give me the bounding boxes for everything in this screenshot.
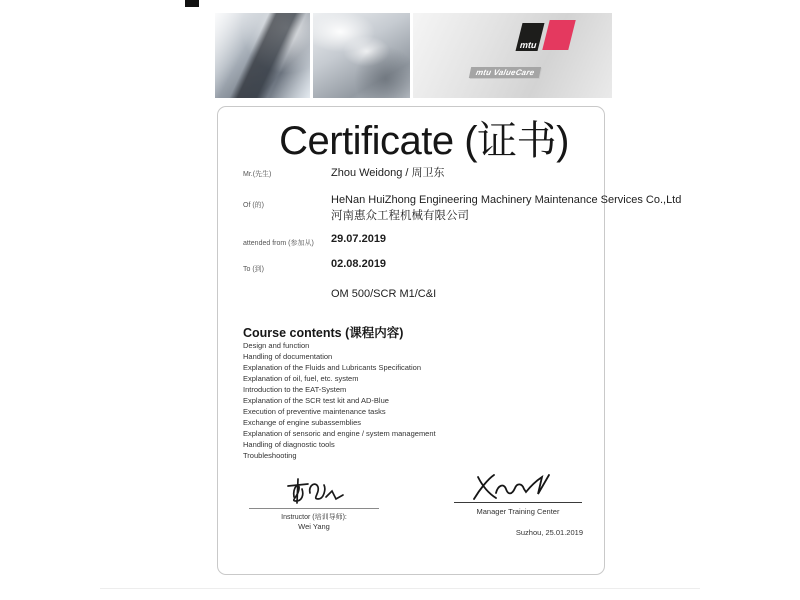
- attended-from-label: attended from (参加从): [243, 240, 314, 247]
- course-item: Design and function: [243, 341, 310, 350]
- machinery-photo-1: [215, 13, 310, 98]
- mtu-logo-text: mtu: [519, 40, 537, 50]
- course-code: OM 500/SCR M1/C&I: [331, 288, 437, 300]
- certificate-title: Certificate (证书): [279, 119, 569, 163]
- course-item: Exchange of engine subassemblies: [243, 418, 361, 427]
- course-item: Troubleshooting: [243, 451, 297, 460]
- course-contents-list: [243, 340, 436, 461]
- scan-artifact-line: [100, 588, 700, 589]
- to-value: 02.08.2019: [331, 258, 387, 270]
- mtu-logo: [519, 20, 572, 51]
- instructor-role: Instructor (培训导师):: [281, 514, 347, 521]
- instructor-signature: [280, 477, 350, 509]
- manager-signature: [468, 471, 558, 503]
- course-item: Explanation of sensoric and engine / system management: [243, 429, 436, 438]
- course-item: Execution of preventive maintenance tasks: [243, 407, 386, 416]
- instructor-signature-line: [249, 508, 379, 509]
- course-item: Handling of diagnostic tools: [243, 440, 335, 449]
- course-item: Introduction to the EAT-System: [243, 385, 347, 394]
- course-item: Explanation of the SCR test kit and AD-Blue: [243, 396, 389, 405]
- instructor-name: Wei Yang: [298, 522, 330, 531]
- attended-from-value: 29.07.2019: [331, 233, 387, 245]
- logo-panel: [413, 13, 612, 98]
- course-item: Explanation of oil, fuel, etc. system: [243, 374, 359, 383]
- course-item: Handling of documentation: [243, 352, 333, 361]
- to-label: To (到): [243, 266, 264, 273]
- manager-signature-line: [454, 502, 582, 503]
- mtu-valuecare-badge: mtu ValueCare: [469, 67, 542, 78]
- company-name-cn: 河南惠众工程机械有限公司: [331, 210, 469, 222]
- place-and-date: Suzhou, 25.01.2019: [515, 528, 583, 537]
- mtu-logo-black-shape: [516, 23, 545, 51]
- company-label: Of (的): [243, 202, 264, 209]
- header-banner: [215, 13, 612, 98]
- mtu-logo-red-shape: [542, 20, 575, 50]
- machinery-photo-2: [313, 13, 410, 98]
- certificate-body: [217, 106, 682, 575]
- course-item: Explanation of the Fluids and Lubricants Specification: [243, 363, 422, 372]
- recipient-value: Zhou Weidong / 周卫东: [331, 167, 445, 179]
- company-name-en: HeNan HuiZhong Engineering Machinery Maintenance Services Co.,Ltd: [331, 194, 682, 206]
- recipient-label: Mr.(先生): [243, 171, 272, 178]
- manager-role: Manager Training Center: [476, 507, 560, 516]
- course-contents-heading: Course contents (课程内容): [243, 326, 404, 340]
- scan-corner-mark: [185, 0, 199, 7]
